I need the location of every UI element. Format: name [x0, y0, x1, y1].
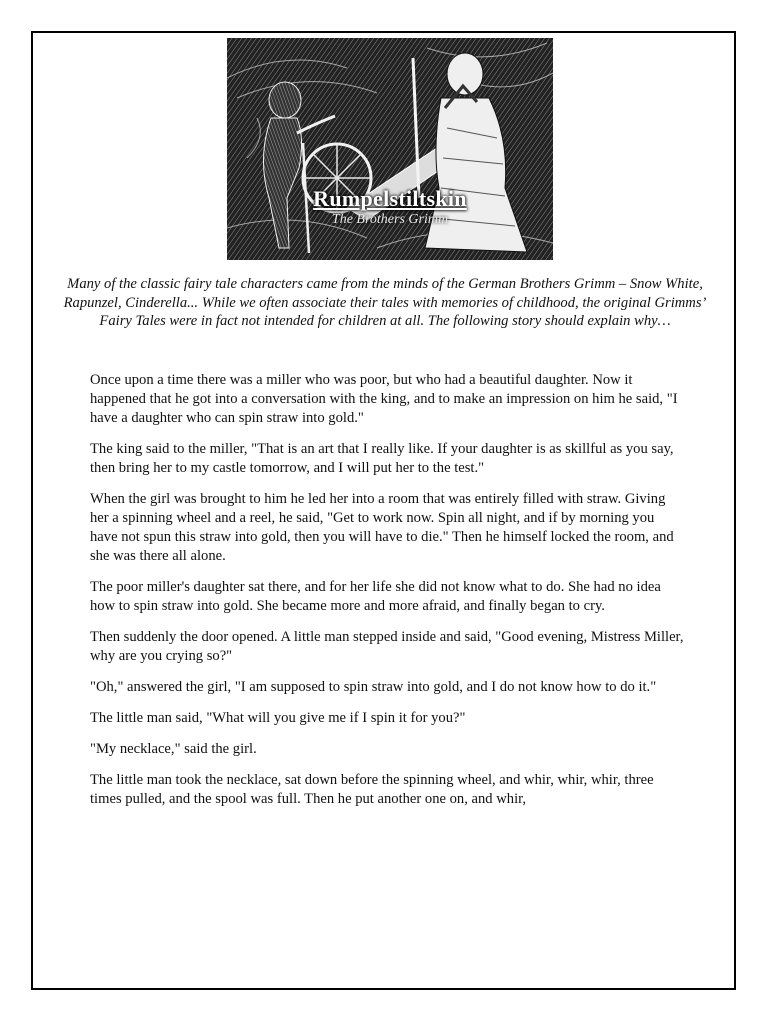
- story-paragraph: The little man took the necklace, sat down before the spinning wheel, and whir, whir, whir, three times pulled, and the spool was full. Then he put another one on, and whir,: [90, 772, 654, 807]
- story-paragraph: Once upon a time there was a miller who was poor, but who had a beautiful daughter. Now it happened that he got into a conversation with the king, and to make an impression on him he said, "I have a daughter who can spin straw into gold.": [90, 372, 678, 426]
- story-author: The Brothers Grimm: [331, 212, 449, 227]
- intro-paragraph: Many of the classic fairy tale characters came from the minds of the German Brothers Grimm – Snow White, Rapunzel, Cinderella... While we often associate their tales with memories of childhood, the original Grimms’ Fairy Tales were in fact not intended for children at all. The following story should explain why…: [63, 276, 707, 329]
- story-paragraph: The poor miller's daughter sat there, and for her life she did not know what to do. She had no idea how to spin straw into gold. She became more and more afraid, and finally began to cry.: [90, 579, 661, 614]
- story-paragraph: When the girl was brought to him he led her into a room that was entirely filled with straw. Giving her a spinning wheel and a reel, he said, "Get to work now. Spin all night, and if by morning you have not spun this straw into gold, then you will have to die." Then he himself locked the room, and she was there all alone.: [90, 491, 674, 564]
- cover-title-block: [227, 186, 553, 228]
- story-body: [90, 371, 685, 821]
- cover-illustration: [227, 38, 553, 260]
- story-paragraph: "Oh," answered the girl, "I am supposed to spin straw into gold, and I do not know how to do it.": [90, 679, 657, 695]
- story-paragraph: "My necklace," said the girl.: [90, 741, 257, 757]
- story-paragraph: Then suddenly the door opened. A little man stepped inside and said, "Good evening, Mistress Miller, why are you crying so?": [90, 629, 684, 664]
- story-paragraph: The little man said, "What will you give me if I spin it for you?": [90, 710, 466, 726]
- story-paragraph: The king said to the miller, "That is an art that I really like. If your daughter is as skillful as you say, then bring her to my castle tomorrow, and I will put her to the test.": [90, 441, 674, 476]
- story-title: Rumpelstiltskin: [313, 186, 467, 211]
- page-frame: [31, 31, 736, 990]
